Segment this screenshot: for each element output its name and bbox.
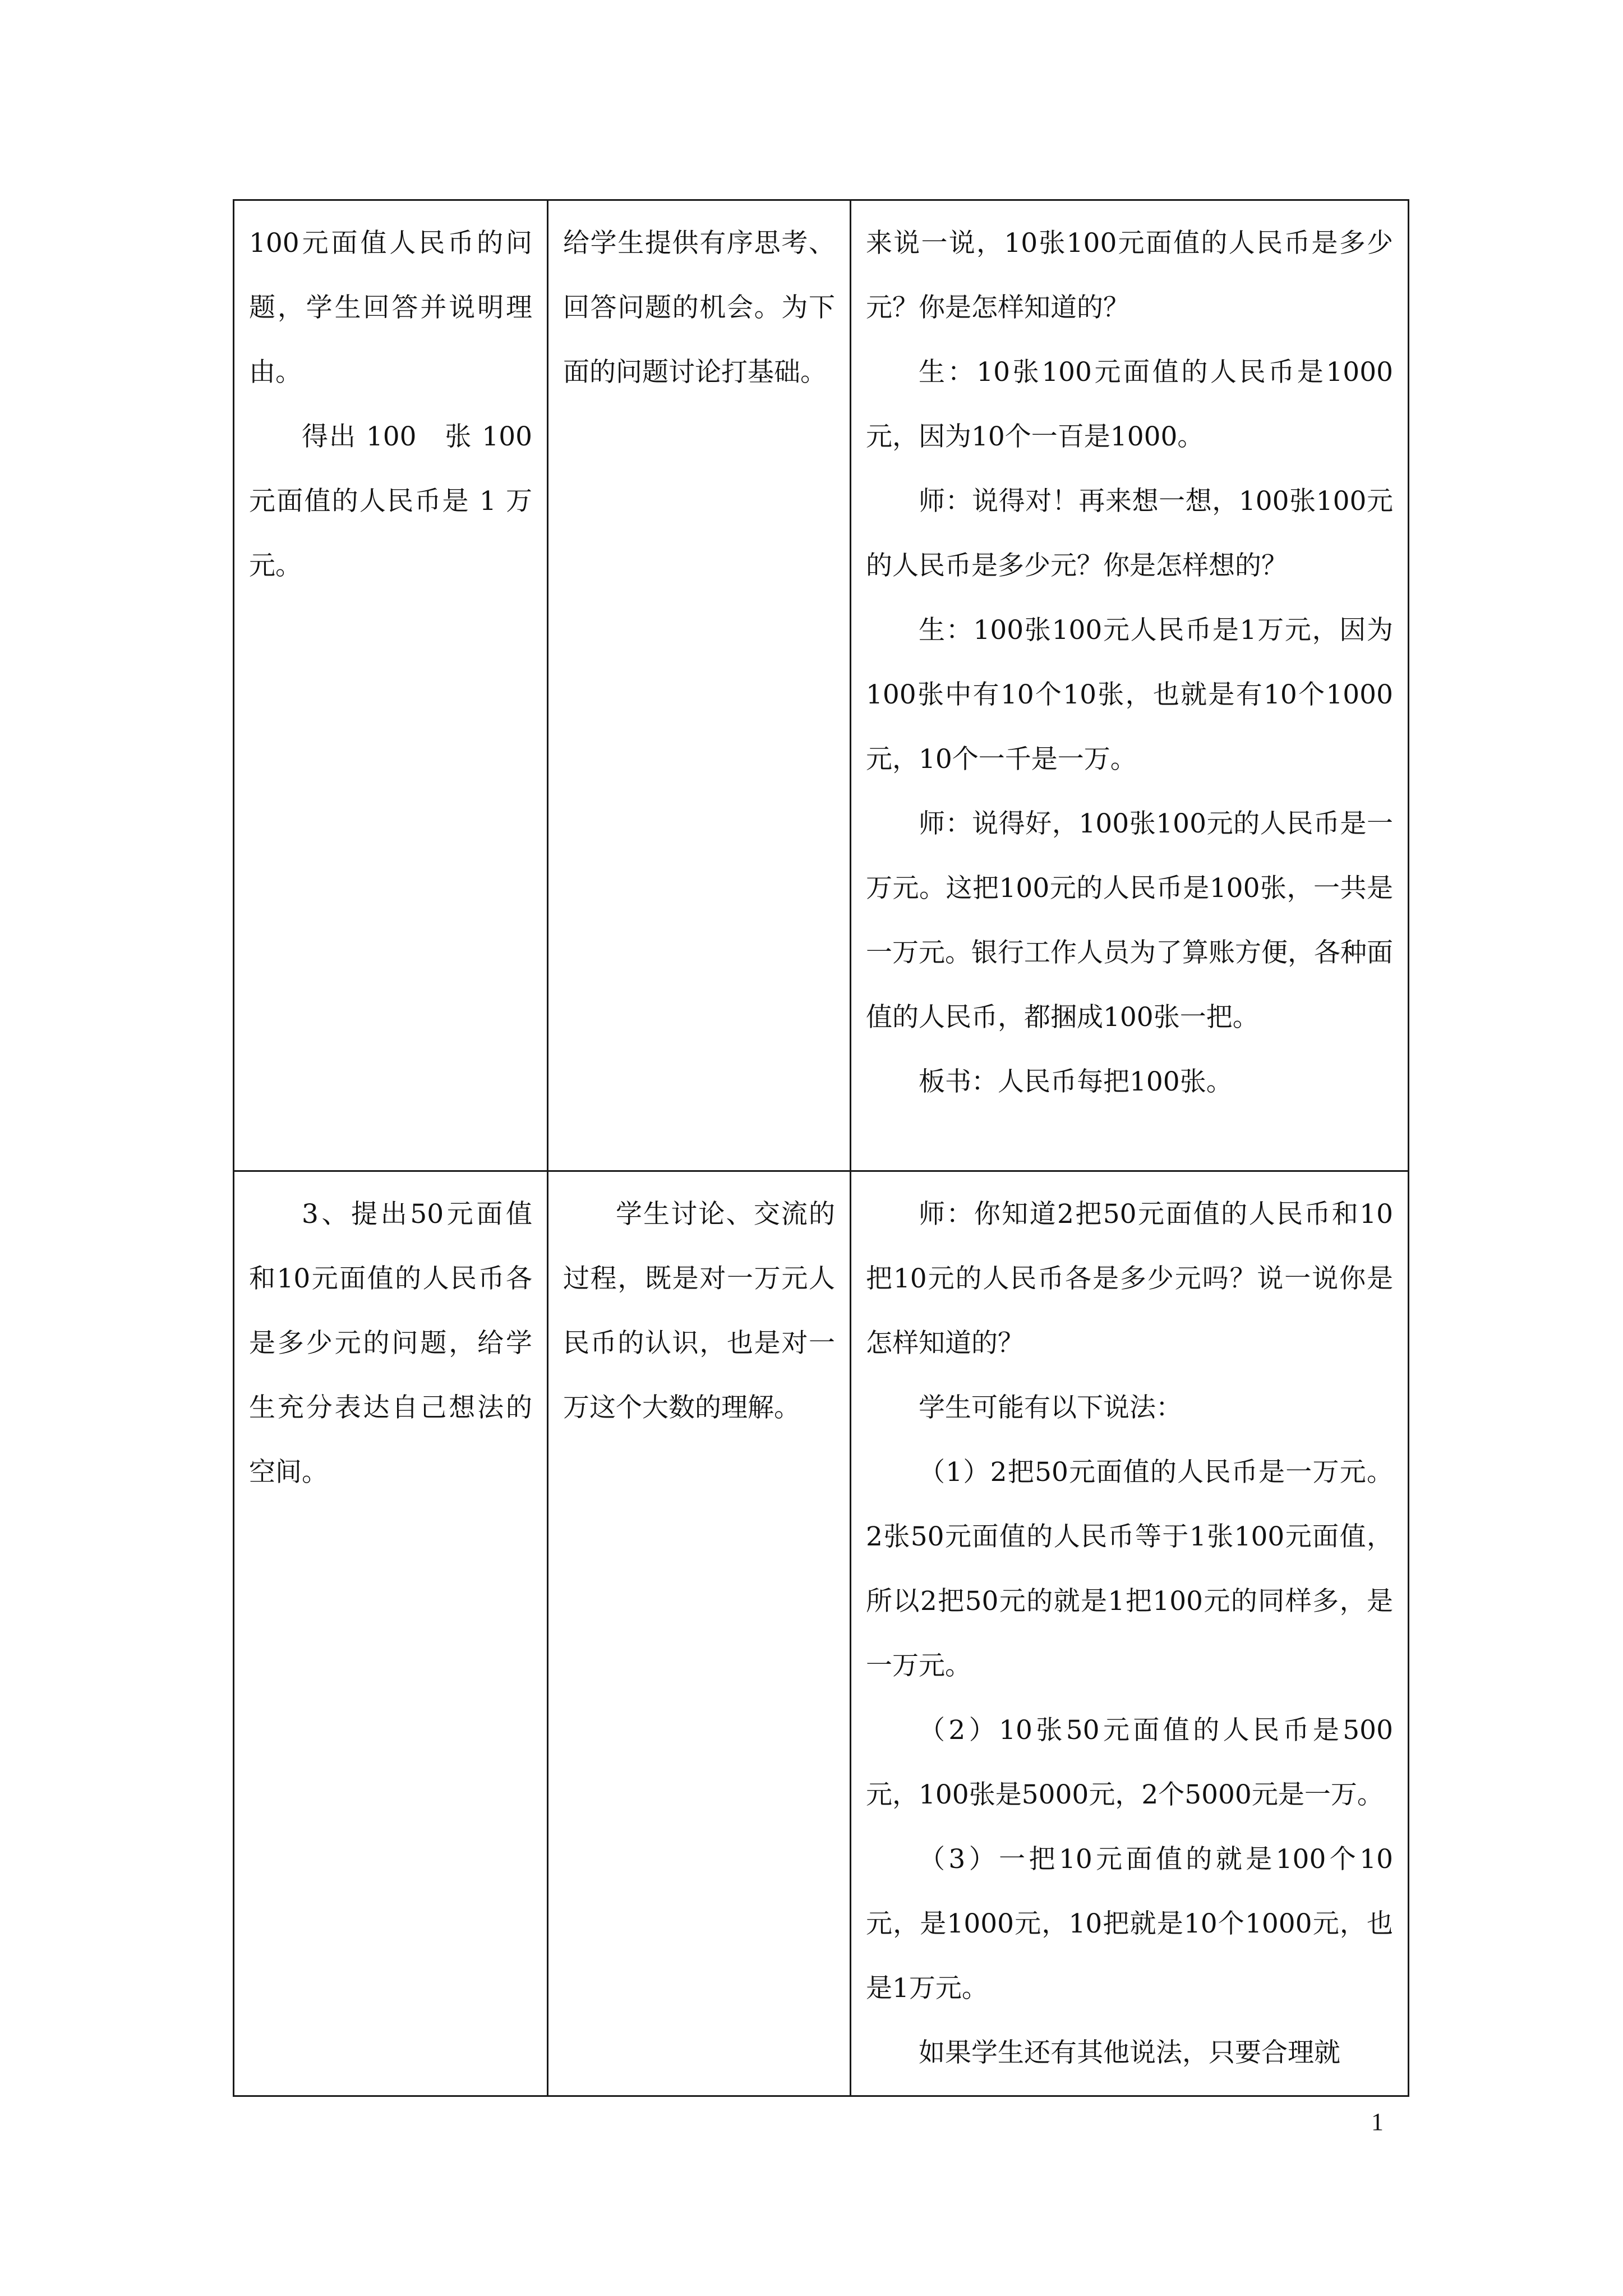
cell-paragraph: 生：100张100元人民币是1万元，因为100张中有10个10张，也就是有10个1000元，10个一千是一万。	[866, 615, 1393, 775]
teaching-step-cell	[234, 1171, 548, 2096]
teaching-process-cell	[851, 200, 1409, 1171]
design-intent-cell	[548, 200, 851, 1171]
page-number: 1	[1371, 2108, 1384, 2136]
cell-paragraph: 师：你知道2把50元面值的人民币和10把10元的人民币各是多少元吗？说一说你是怎样知道的？	[866, 1199, 1393, 1359]
table-row	[234, 1171, 1409, 2096]
cell-paragraph: 师：说得好，100张100元的人民币是一万元。这把100元的人民币是100张，一共是一万元。银行工作人员为了算账方便，各种面值的人民币，都捆成100张一把。	[866, 808, 1393, 1033]
cell-paragraph: 得出 100 张 100 元面值的人民币是 1 万元。	[249, 421, 532, 581]
design-intent-cell	[548, 1171, 851, 2096]
cell-paragraph: 学生讨论、交流的过程，既是对一万元人民币的认识，也是对一万这个大数的理解。	[563, 1199, 835, 1423]
cell-paragraph: 师：说得对！再来想一想，100张100元的人民币是多少元？你是怎样想的？	[866, 486, 1393, 581]
cell-paragraph: （2）10张50元面值的人民币是500元，100张是5000元，2个5000元是一万。	[866, 1715, 1393, 1810]
cell-paragraph: 学生可能有以下说法：	[919, 1392, 1182, 1423]
cell-paragraph: 3、提出50元面值和10元面值的人民币各是多少元的问题，给学生充分表达自己想法的空间。	[249, 1199, 532, 1488]
cell-paragraph: 来说一说，10张100元面值的人民币是多少元？你是怎样知道的？	[866, 228, 1393, 323]
cell-paragraph: （3）一把10元面值的就是100个10元，是1000元，10把就是10个1000元，也是1万元。	[866, 1844, 1393, 2004]
cell-paragraph: 100元面值人民币的问题，学生回答并说明理由。	[249, 228, 532, 388]
cell-paragraph: 给学生提供有序思考、回答问题的机会。为下面的问题讨论打基础。	[563, 228, 835, 388]
cell-paragraph: 板书：人民币每把100张。	[919, 1066, 1233, 1097]
table-row	[234, 200, 1409, 1171]
cell-paragraph: （1）2把50元面值的人民币是一万元。2张50元面值的人民币等于1张100元面值，所以2把50元的就是1把100元的同样多，是一万元。	[866, 1457, 1393, 1681]
cell-paragraph: 生：10张100元面值的人民币是1000元，因为10个一百是1000。	[866, 357, 1393, 452]
teaching-process-cell	[851, 1171, 1409, 2096]
lesson-plan-table	[233, 199, 1409, 2097]
cell-paragraph: 如果学生还有其他说法，只要合理就	[919, 2037, 1340, 2068]
teaching-step-cell	[234, 200, 548, 1171]
